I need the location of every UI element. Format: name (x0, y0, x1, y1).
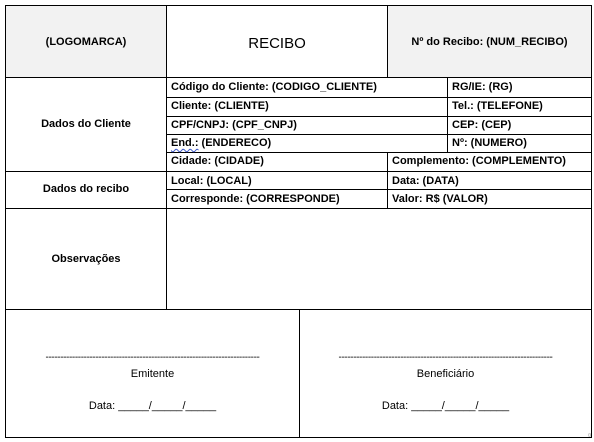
value-field: Valor: R$ (VALOR) (392, 193, 488, 205)
client-section-label: Dados do Cliente (41, 118, 131, 130)
receipt-number: Nº do Recibo: (NUM_RECIBO) (411, 36, 568, 48)
beneficiary-label: Beneficiário (416, 368, 475, 380)
issuer-date: Data: _____/_____/_____ (88, 400, 217, 412)
observations-label: Observações (51, 253, 121, 265)
observations-area (167, 209, 591, 309)
city-field: Cidade: (CIDADE) (171, 155, 264, 167)
cep-field: CEP: (CEP) (452, 119, 512, 131)
receipt-title: RECIBO (248, 35, 306, 52)
address-field (171, 137, 271, 150)
receipt-section-label: Dados do recibo (42, 183, 130, 195)
issuer-label: Emitente (130, 368, 175, 380)
beneficiary-date: Data: _____/_____/_____ (381, 400, 510, 412)
client-code-field: Código do Cliente: (CODIGO_CLIENTE) (171, 81, 377, 93)
rg-field: RG/IE: (RG) (452, 81, 513, 93)
complement-field: Complemento: (COMPLEMENTO) (392, 155, 566, 167)
beneficiary-signature-line: ------------------------------------------------------------------------- (338, 352, 553, 363)
number-field: Nº: (NUMERO) (452, 137, 527, 149)
client-name-field: Cliente: (CLIENTE) (171, 100, 269, 112)
logo-placeholder: (LOGOMARCA) (45, 36, 127, 48)
address-value: (ENDERECO) (198, 137, 272, 149)
issuer-signature-line: ------------------------------------------------------------------------- (45, 352, 260, 363)
corresponds-field: Corresponde: (CORRESPONDE) (171, 193, 340, 205)
location-field: Local: (LOCAL) (171, 175, 252, 187)
phone-field: Tel.: (TELEFONE) (452, 100, 543, 112)
end-of-cell-mark: ¤ (588, 433, 592, 439)
cpf-cnpj-field: CPF/CNPJ: (CPF_CNPJ) (171, 119, 297, 131)
address-label: End.: (171, 137, 199, 149)
date-field: Data: (DATA) (392, 175, 459, 187)
